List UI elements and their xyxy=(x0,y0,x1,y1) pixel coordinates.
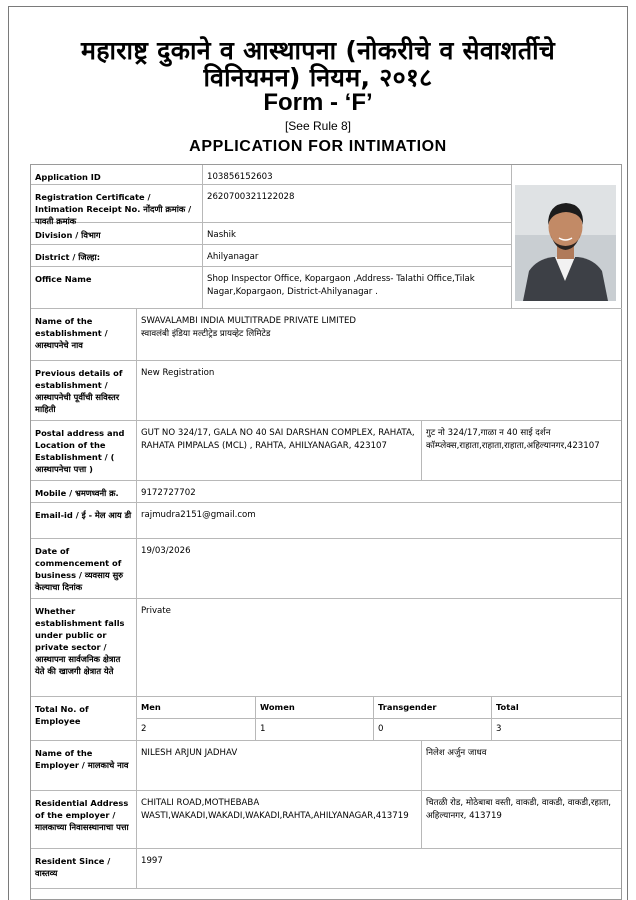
label-email: Email-id / ई - मेल आय डी xyxy=(31,503,137,538)
row-establishment-name xyxy=(31,309,621,361)
row-office xyxy=(31,267,511,309)
value-registration: 2620700321122028 xyxy=(207,192,295,202)
marathi-title-line1: महाराष्ट्र दुकाने व आस्थापना (नोकरीचे व सेवाशर्तीचे xyxy=(80,36,556,65)
row-district xyxy=(31,245,511,267)
employee-header-men: Men xyxy=(141,702,161,712)
value-sector: Private xyxy=(141,606,171,616)
employee-header-women: Women xyxy=(255,697,373,719)
row-sector xyxy=(31,599,621,697)
applicant-photo xyxy=(515,185,616,301)
row-email xyxy=(31,503,621,539)
value-mobile: 9172727702 xyxy=(141,488,196,498)
value-division: Nashik xyxy=(207,230,236,240)
marathi-title xyxy=(9,37,627,91)
value-residential-address-mr: चितळी रोड, मोठेबाबा वस्ती, वाकडी, वाकडी, वाकडी,रहाता, अहिल्यानगर, 413719 xyxy=(421,791,621,848)
label-office: Office Name xyxy=(31,267,203,308)
value-district: Ahilyanagar xyxy=(207,252,259,262)
application-heading: APPLICATION FOR INTIMATION xyxy=(189,138,447,155)
label-district: District / जिल्हा: xyxy=(31,245,203,266)
rule-reference: [See Rule 8] xyxy=(284,119,352,133)
row-previous-details xyxy=(31,361,621,421)
label-employer-name: Name of the Employer / मालकाचे नाव xyxy=(31,741,137,790)
row-mobile xyxy=(31,481,621,503)
value-postal-address-en: GUT NO 324/17, GALA NO 40 SAI DARSHAN COMPLEX, RAHATA, RAHATA PIMPALAS (MCL) , RAHTA, AHILYANAGAR, 423107 xyxy=(141,428,415,451)
row-postal-address xyxy=(31,421,621,481)
label-division: Division / विभाग xyxy=(31,223,203,244)
form-title: Form - ‘F’ xyxy=(263,89,373,116)
row-resident-since xyxy=(31,849,621,889)
value-resident-since: 1997 xyxy=(141,856,163,866)
employee-header-row xyxy=(137,697,621,719)
label-employees: Total No. of Employee xyxy=(31,697,137,740)
label-registration: Registration Certificate / Intimation Receipt No. नोंदणी क्रमांक / पावती क्रमांक xyxy=(31,185,203,222)
row-commencement xyxy=(31,539,621,599)
employee-header-transgender: Transgender xyxy=(373,697,491,719)
label-sector: Whether establishment falls under public or private sector / आस्थापना सार्वजनिक क्षेत्रात येते की खाजगी क्षेत्रात येते xyxy=(31,599,137,696)
label-commencement: Date of commencement of business / व्यवसाय सुरु केल्याचा दिनांक xyxy=(31,539,137,598)
value-employer-name-en: NILESH ARJUN JADHAV xyxy=(141,748,238,758)
row-application-id xyxy=(31,165,511,185)
application-table xyxy=(30,164,622,900)
value-email: rajmudra2151@gmail.com xyxy=(141,510,256,520)
value-office: Shop Inspector Office, Kopargaon ,Address- Talathi Office,Tilak Nagar,Kopargaon, District-Ahilyanagar . xyxy=(207,274,475,297)
value-establishment-name-en: SWAVALAMBI INDIA MULTITRADE PRIVATE LIMITED xyxy=(141,316,357,326)
row-residential-address xyxy=(31,791,621,849)
value-previous-details: New Registration xyxy=(141,368,215,378)
label-previous-details: Previous details of establishment / आस्थापनेची पूर्वीची सविस्तर माहिती xyxy=(31,361,137,420)
label-application-id: Application ID xyxy=(31,165,203,184)
label-residential-address: Residential Address of the employer / मालकाच्या निवासस्थानाचा पत्ता xyxy=(31,791,137,848)
employee-header-total: Total xyxy=(491,697,621,719)
row-division xyxy=(31,223,511,245)
applicant-photo-cell xyxy=(511,165,622,309)
employee-count-women: 1 xyxy=(255,719,373,740)
value-commencement: 19/03/2026 xyxy=(141,546,191,556)
row-employees xyxy=(31,697,621,741)
value-postal-address-mr: गुट नो 324/17,गाळा न 40 साई दर्शन कॉम्प्लेक्स,राहाता,राहाता,राहाता,अहिल्यानगर,423107 xyxy=(421,421,621,480)
label-postal-address: Postal address and Location of the Establishment / ( आस्थापनेचा पत्ता ) xyxy=(31,421,137,480)
marathi-title-line2: विनियमन) नियम, २०१८ xyxy=(203,63,433,92)
row-employer-name xyxy=(31,741,621,791)
value-application-id: 103856152603 xyxy=(207,172,273,182)
employee-count-total: 3 xyxy=(491,719,621,740)
label-establishment-name: Name of the establishment / आस्थापनेचे नाव xyxy=(31,309,137,360)
employee-count-transgender: 0 xyxy=(373,719,491,740)
value-establishment-name xyxy=(137,309,621,360)
value-employer-name-mr: निलेश अर्जुन जाधव xyxy=(421,741,621,790)
value-establishment-name-mr: स्वावलंबी इंडिया मल्टीट्रेड प्रायव्हेट लिमिटेड xyxy=(141,328,271,339)
row-registration xyxy=(31,185,511,226)
employee-count-men: 2 xyxy=(141,724,147,734)
value-residential-address-en: CHITALI ROAD,MOTHEBABA WASTI,WAKADI,WAKADI,WAKADI,RAHTA,AHILYANAGAR,413719 xyxy=(141,798,409,821)
label-mobile: Mobile / भ्रमणध्वनी क्र. xyxy=(31,481,137,502)
label-resident-since: Resident Since / वास्तव्य xyxy=(31,849,137,888)
